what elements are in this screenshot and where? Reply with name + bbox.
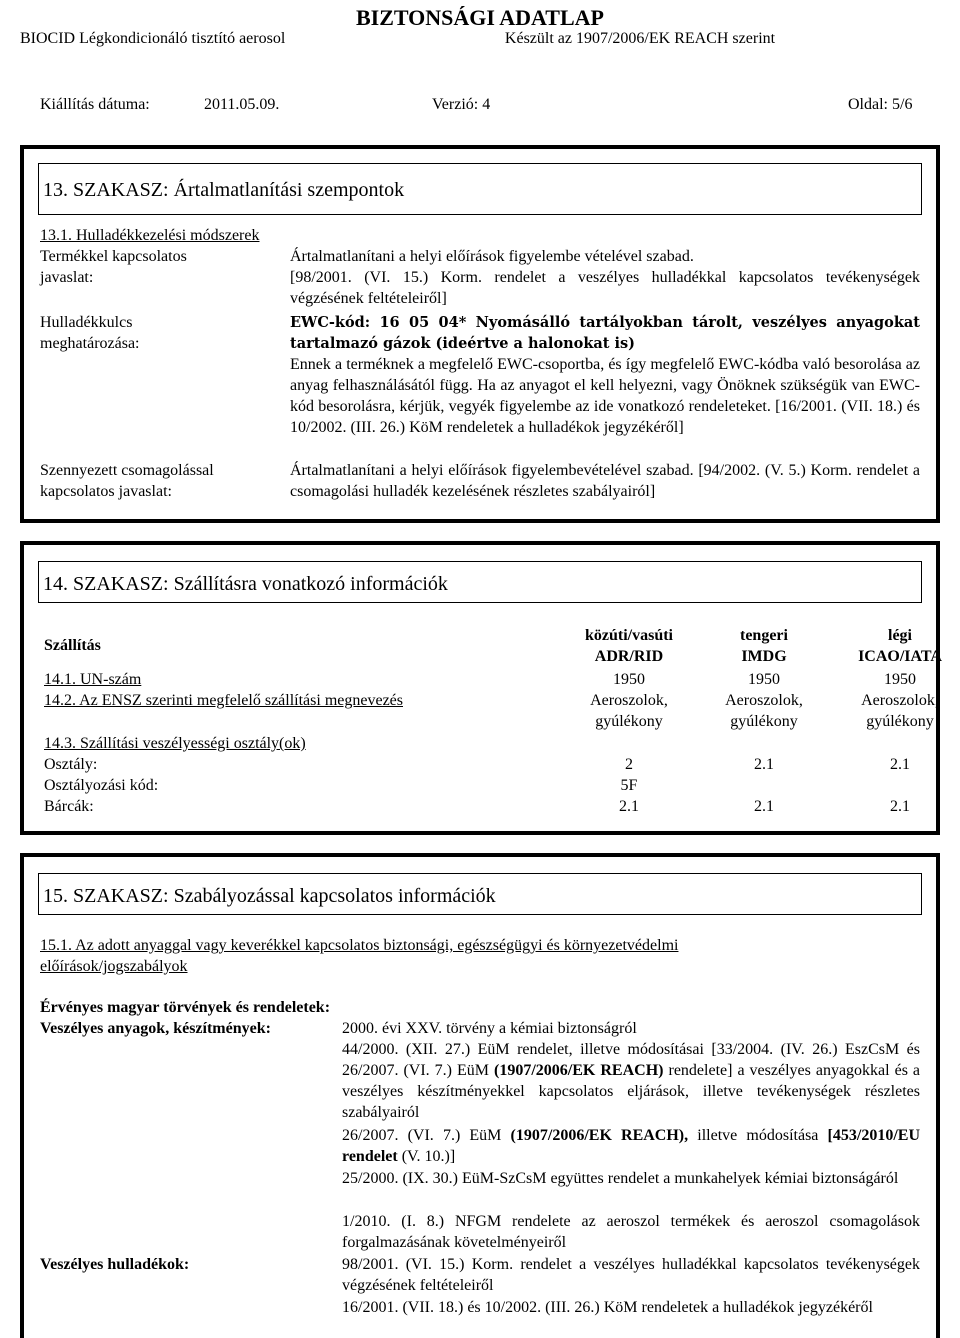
transport-header-row-2 <box>44 646 942 667</box>
document-title: BIZTONSÁGI ADATLAP <box>356 5 604 30</box>
col-air-line1: légi <box>888 627 912 644</box>
section-13-title: 13. SZAKASZ: Ártalmatlanítási szempontok <box>38 163 922 215</box>
section-13-1-heading: 13.1. Hulladékkezelési módszerek <box>40 227 260 244</box>
col-road-line1: közúti/vasúti <box>584 627 673 644</box>
packaging-label-2: kapcsolatos javaslat: <box>40 483 172 500</box>
transport-header-row-1 <box>44 625 924 646</box>
col-sea-line1: tengeri <box>740 627 788 644</box>
col-air-line2: ICAO/IATA <box>858 648 942 665</box>
name-road-2: gyúlékony <box>595 713 663 730</box>
law-3-bold-2: [453/2010/EU rendelet <box>342 1127 920 1165</box>
packaging-label-1: Szennyezett csomagolással <box>40 462 214 479</box>
packaging-text: Ártalmatlanítani a helyi előírások figyelembevételével szabad. [94/2002. (V. 5.) Korm. rendelet a csomagolási hulladék kezelésének részletes szabályairól] <box>290 462 920 500</box>
hazardous-substances-label: Veszélyes anyagok, készítmények: <box>40 1020 271 1037</box>
section-14-title: 14. SZAKASZ: Szállításra vonatkozó információk <box>38 561 922 603</box>
law-3 <box>342 1125 920 1167</box>
class-label: Osztály: <box>44 756 98 773</box>
section-15 <box>20 853 940 1338</box>
law-4: 25/2000. (IX. 30.) EüM-SzCsM együttes rendelet a munkahelyek kémiai biztonságáról <box>342 1170 899 1187</box>
name-sea-2: gyúlékony <box>730 713 798 730</box>
col-road-line2: ADR/RID <box>594 648 664 665</box>
labels-road: 2.1 <box>619 798 639 815</box>
transport-label: Szállítás <box>44 637 101 654</box>
un-number-row <box>44 669 924 690</box>
law-3-mid: illetve módosítása <box>697 1127 819 1144</box>
name-air-2: gyúlékony <box>866 713 934 730</box>
ewc-code: EWC-kód: 16 05 04* Nyomásálló tartályokban tárolt, veszélyes anyagokat tartalmazó gázok (ideértve a halonokat is) <box>290 314 920 352</box>
section-15-1-heading-a: 15.1. Az adott anyaggal vagy keverékkel kapcsolatos biztonsági, egészségügyi és környezetvédelmi <box>40 937 679 954</box>
product-name: BIOCID Légkondicionáló tisztító aerosol <box>20 30 286 47</box>
product-advice-label-1: Termékkel kapcsolatos <box>40 248 187 265</box>
code-road: 5F <box>620 777 638 794</box>
version-label: Verzió: 4 <box>432 96 491 113</box>
class-sea: 2.1 <box>754 756 774 773</box>
class-air: 2.1 <box>890 756 910 773</box>
law-6: 98/2001. (VI. 15.) Korm. rendelet a veszélyes hulladékkal kapcsolatos tevékenységek végzésének feltételeiről <box>342 1256 920 1294</box>
classification-code-label: Osztályozási kód: <box>44 777 159 794</box>
class-road: 2 <box>625 756 633 773</box>
hazard-class-heading-row <box>44 733 924 754</box>
product-advice-text-2: [98/2001. (VI. 15.) Korm. rendelet a veszélyes hulladékkal kapcsolatos tevékenységek végzésének feltételeiről] <box>290 269 920 307</box>
labels-row <box>44 796 924 817</box>
name-sea: Aeroszolok, <box>725 692 803 709</box>
law-2 <box>342 1039 920 1123</box>
hazard-class-heading: 14.3. Szállítási veszélyességi osztály(ok) <box>44 735 306 752</box>
waste-code-label-1: Hulladékkulcs <box>40 314 133 331</box>
labels-sea: 2.1 <box>754 798 774 815</box>
issue-date-label: Kiállítás dátuma: <box>40 96 150 113</box>
section-14 <box>20 541 940 835</box>
law-3-bold: (1907/2006/EK REACH), <box>510 1127 689 1144</box>
un-number-label: 14.1. UN-szám <box>44 671 142 688</box>
hazardous-waste-label: Veszélyes hulladékok: <box>40 1256 190 1273</box>
laws-heading: Érvényes magyar törvények és rendeletek: <box>40 999 331 1016</box>
section-13 <box>20 145 940 523</box>
name-air: Aeroszolok, <box>861 692 939 709</box>
product-advice-label-2: javaslat: <box>40 269 94 286</box>
page-number: Oldal: 5/6 <box>848 96 913 113</box>
classification-code-row <box>44 775 924 796</box>
header-meta <box>40 94 920 116</box>
shipping-name-row-2 <box>44 711 934 732</box>
shipping-name-row <box>44 690 939 711</box>
law-2-tail: rendelete] a veszélyes anyagokkal és a veszélyes készítményekkel kapcsolatos eljárások, illetve tevékenységek részletes szabályairól <box>342 1062 921 1121</box>
law-1: 2000. évi XXV. törvény a kémiai biztonságról <box>342 1020 637 1037</box>
regulation-note: Készült az 1907/2006/EK REACH szerint <box>504 30 776 47</box>
law-3-tail: (V. 10.)] <box>401 1148 456 1165</box>
class-row <box>44 754 924 775</box>
shipping-name-label: 14.2. Az ENSZ szerinti megfelelő szállítási megnevezés <box>44 692 403 709</box>
law-2-bold: (1907/2006/EK REACH) <box>494 1062 664 1079</box>
col-sea-line2: IMDG <box>741 648 787 665</box>
waste-code-label-2: meghatározása: <box>40 335 140 352</box>
issue-date: 2011.05.09. <box>204 96 280 113</box>
law-3-text: 26/2007. (VI. 7.) EüM <box>342 1127 502 1144</box>
law-5: 1/2010. (I. 8.) NFGM rendelete az aeroszol termékek és aeroszol csomagolások forgalmazásának követelményeiről <box>342 1213 920 1251</box>
waste-code-text: Ennek a terméknek a megfelelő EWC-csoportba, és így megfelelő EWC-kódba való besorolása az anyag felhasználásától függ. Ha az anyagot el kell helyezni, vagy Önöknek szükségük van EWC-kód besorolásra, kérjük, vegyék figyelembe az ide vonatkozó rendeleteket. [16/2001. (VII. 18.) és 10/2002. (III. 26.) KöM rendeletek a hulladékok jegyzékéről] <box>290 356 920 436</box>
section-15-1-heading-b: előírások/jogszabályok <box>40 958 188 975</box>
labels-label: Bárcák: <box>44 798 94 815</box>
law-7: 16/2001. (VII. 18.) és 10/2002. (III. 26.) KöM rendeletek a hulladékok jegyzékéről <box>342 1299 873 1316</box>
name-road: Aeroszolok, <box>590 692 668 709</box>
un-road: 1950 <box>613 671 645 688</box>
un-air: 1950 <box>884 671 916 688</box>
un-sea: 1950 <box>748 671 780 688</box>
section-15-title: 15. SZAKASZ: Szabályozással kapcsolatos információk <box>38 873 922 915</box>
product-advice-text-1: Ártalmatlanítani a helyi előírások figyelembe vételével szabad. <box>290 248 694 265</box>
law-2-text: 44/2000. (XII. 27.) EüM rendelet, illetve módosításai [33/2004. (IV. 26.) EszCsM és 26/2007. (VI. 7.) EüM <box>342 1041 920 1079</box>
labels-air: 2.1 <box>890 798 910 815</box>
